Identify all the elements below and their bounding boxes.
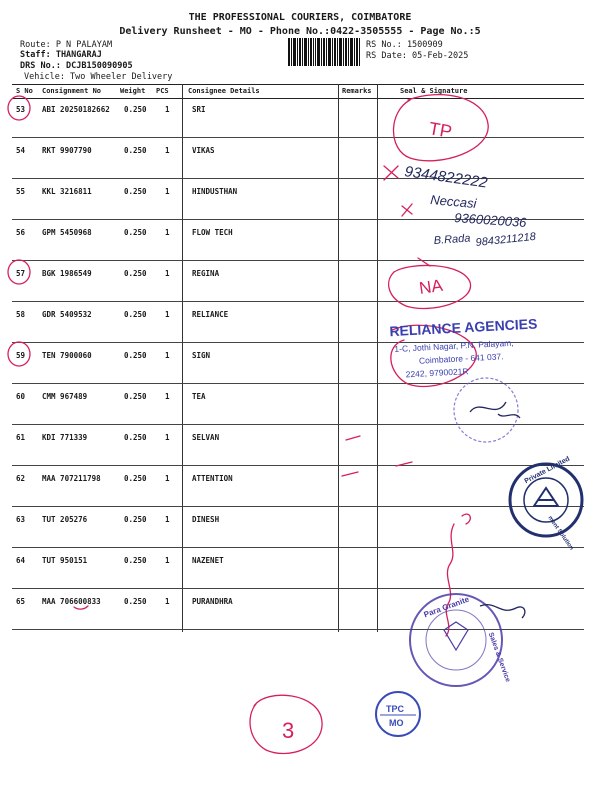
row-sno: 65: [16, 597, 26, 606]
solution-text: ment Solution: [546, 515, 575, 552]
row-weight: 0.250: [124, 597, 147, 606]
row-consignment: MAA 706600833: [42, 597, 101, 606]
row-pcs: 1: [165, 597, 170, 606]
col-weight: Weight: [120, 87, 146, 95]
reliance-stamp-address: 1-C, Jothi Nagar, P.N. Palayam,: [394, 337, 514, 354]
barcode-image: [288, 38, 360, 66]
staff-label: Staff: THANGARAJ: [20, 50, 102, 60]
table-row: [12, 220, 584, 261]
sales-service-text: Sales & Service: [486, 631, 512, 684]
row-consignment: BGK 1986549: [42, 269, 92, 278]
col-pcs: PCS: [156, 87, 169, 95]
table-row: [12, 589, 584, 630]
row-weight: 0.250: [124, 515, 147, 524]
row-sno: 57: [16, 269, 26, 278]
table-row: [12, 507, 584, 548]
row-consignment: MAA 707211798: [42, 474, 101, 483]
col-consignee: Consignee Details: [188, 87, 260, 95]
row-consignment: KDI 771339: [42, 433, 88, 442]
row-divider: [12, 629, 584, 630]
page-number-circle-mark: [250, 695, 322, 753]
table-row: [12, 548, 584, 589]
row-sno: 55: [16, 187, 26, 196]
row-weight: 0.250: [124, 351, 147, 360]
row-pcs: 1: [165, 556, 170, 565]
row-weight: 0.250: [124, 433, 147, 442]
rs-number: RS No.: 1500909: [366, 40, 443, 50]
row-consignment: KKL 3216811: [42, 187, 92, 196]
page-number-handwriting: 3: [282, 718, 295, 743]
row-weight: 0.250: [124, 146, 147, 155]
row-sno: 64: [16, 556, 26, 565]
row-weight: 0.250: [124, 556, 147, 565]
row-pcs: 1: [165, 105, 170, 114]
row-pcs: 1: [165, 433, 170, 442]
row-sno: 56: [16, 228, 26, 237]
row-sno: 53: [16, 105, 26, 114]
row-pcs: 1: [165, 269, 170, 278]
row-sno: 58: [16, 310, 26, 319]
private-limited-text: Private Limited: [523, 455, 572, 486]
table-row: [12, 466, 584, 507]
phone-handwriting: 9344822222: [403, 163, 489, 192]
row-consignee: DINESH: [192, 515, 220, 524]
row-consignment: GPM 5450968: [42, 228, 92, 237]
row-consignee: RELIANCE: [192, 310, 229, 319]
name-handwriting: Neccasi: [429, 192, 478, 212]
row-pcs: 1: [165, 228, 170, 237]
row-pcs: 1: [165, 310, 170, 319]
company-title: THE PROFESSIONAL COURIERS, COIMBATORE: [188, 12, 412, 23]
table-row: [12, 425, 584, 466]
row-sno: 63: [16, 515, 26, 524]
reliance-stamp-name: RELIANCE AGENCIES: [389, 315, 538, 340]
row-consignee: SELVAN: [192, 433, 220, 442]
row-consignment: GDR 5409532: [42, 310, 92, 319]
row-sno: 59: [16, 351, 26, 360]
phone-handwriting: 9843211218: [475, 230, 537, 249]
row-consignee: NAZENET: [192, 556, 224, 565]
row-consignee: HINDUSTHAN: [192, 187, 238, 196]
rs-date: RS Date: 05-Feb-2025: [366, 51, 469, 61]
row-pcs: 1: [165, 392, 170, 401]
name-handwriting: B.Rada: [433, 232, 471, 247]
row-weight: 0.250: [124, 474, 147, 483]
table-row: [12, 261, 584, 302]
runsheet-subtitle: Delivery Runsheet - MO - Phone No.:0422-3505555 - Page No.:5: [119, 26, 481, 37]
row-weight: 0.250: [124, 392, 147, 401]
tpc-mo-stamp: [376, 692, 420, 736]
row-consignee: SIGN: [192, 351, 211, 360]
row-consignee: VIKAS: [192, 146, 215, 155]
vehicle-label: Vehicle: Two Wheeler Delivery: [24, 72, 173, 82]
row-sno: 54: [16, 146, 26, 155]
col-sno: S No: [16, 87, 33, 95]
row-consignment: TUT 950151: [42, 556, 88, 565]
row-consignment: TEN 7900060: [42, 351, 92, 360]
table-row: [12, 302, 584, 343]
row-pcs: 1: [165, 474, 170, 483]
col-consignment: Consignment No: [42, 87, 102, 95]
reliance-stamp-phone: 2242, 9790021R: [405, 366, 469, 380]
col-remarks: Remarks: [342, 87, 372, 95]
reliance-stamp-city: Coimbatore - 641 037.: [418, 351, 504, 366]
tpc-stamp-line2: MO: [389, 718, 404, 728]
row-consignment: TUT 205276: [42, 515, 88, 524]
tp-handwriting: TP: [427, 118, 454, 142]
row-consignment: CMM 967489: [42, 392, 88, 401]
col-seal: Seal & Signature: [400, 87, 468, 95]
row-weight: 0.250: [124, 105, 147, 114]
row-sno: 61: [16, 433, 26, 442]
row-consignee: TEA: [192, 392, 206, 401]
na-handwriting: NA: [417, 275, 444, 298]
table-row: [12, 384, 584, 425]
row-sno: 60: [16, 392, 26, 401]
row-consignee: PURANDHRA: [192, 597, 233, 606]
table-row: [12, 97, 584, 138]
table-row: [12, 343, 584, 384]
row-weight: 0.250: [124, 310, 147, 319]
row-consignment: ABI 20250182662: [42, 105, 110, 114]
row-pcs: 1: [165, 146, 170, 155]
tpc-stamp-line1: TPC: [386, 704, 404, 714]
row-consignee: ATTENTION: [192, 474, 233, 483]
table-row: [12, 179, 584, 220]
row-weight: 0.250: [124, 228, 147, 237]
row-pcs: 1: [165, 187, 170, 196]
row-weight: 0.250: [124, 187, 147, 196]
row-consignee: SRI: [192, 105, 206, 114]
row-pcs: 1: [165, 351, 170, 360]
row-sno: 62: [16, 474, 26, 483]
route-label: Route: P N PALAYAM: [20, 40, 113, 50]
phone-handwriting: 9360020036: [453, 210, 527, 231]
drs-label: DRS No.: DCJB150090905: [20, 61, 133, 71]
para-granite-text: Para Granite: [422, 594, 471, 620]
row-consignee: REGINA: [192, 269, 220, 278]
row-weight: 0.250: [124, 269, 147, 278]
row-consignment: RKT 9907790: [42, 146, 92, 155]
row-consignee: FLOW TECH: [192, 228, 233, 237]
table-row: [12, 138, 584, 179]
row-pcs: 1: [165, 515, 170, 524]
